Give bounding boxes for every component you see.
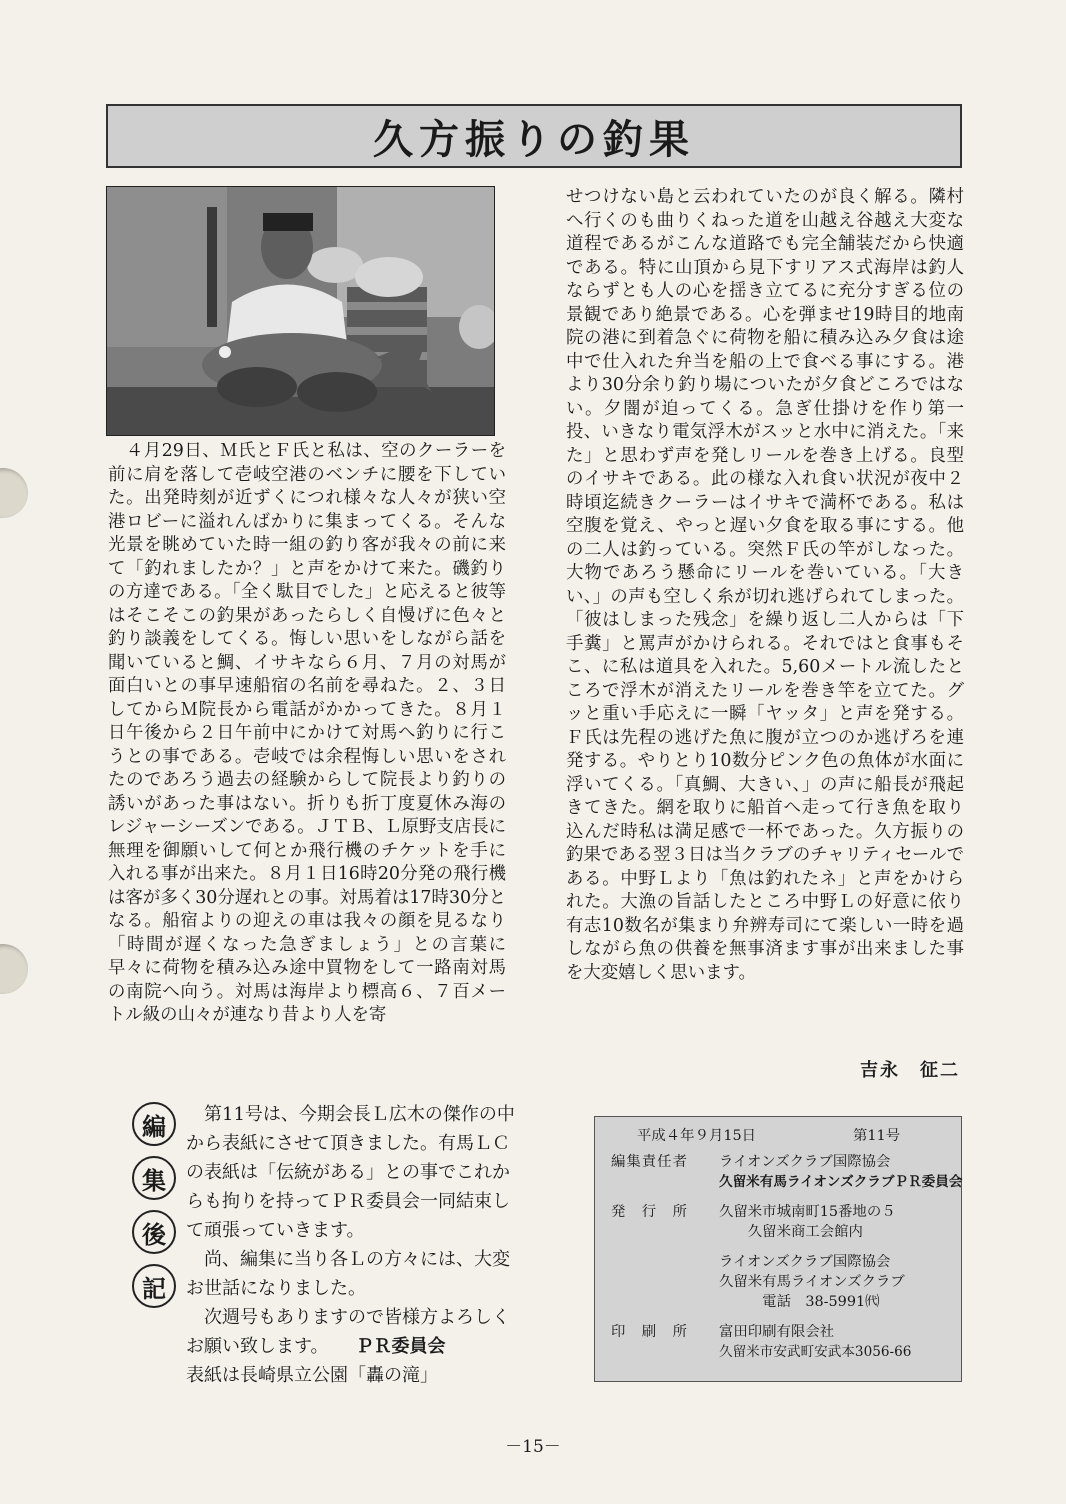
editor-label-char: 記 (132, 1264, 176, 1308)
colophon-box (594, 1116, 962, 1382)
colophon-label: 発 行 所 (611, 1204, 688, 1220)
article-author: 吉永 征二 (860, 1060, 960, 1081)
article-paragraph: ４月29日、Ｍ氏とＦ氏と私は、空のクーラーを前に肩を落して壱岐空港のベンチに腰を下していた。出発時刻が近ずくにつれ様々な人々が狭い空港ロビーに溢れんばかりに集まってくる。そんな光景を眺めていた時一組の釣り客が我々の前に来て「釣れましたか？」と声をかけて来た。磯釣りの方達である。「全く駄目でした」と応えると彼等はそこそこの釣果があったらしく自慢げに色々と釣り談義をしてくる。悔しい思いをしながら話を聞いていると鯛、イサキなら６月、７月の対馬が面白いとの事早速船宿の名前を尋ねた。２、３日してからＭ院長から電話がかかってきた。８月１日午後から２日午前中にかけて対馬へ釣りに行こうとの事である。壱岐では余程悔しい思いをされたのであろう過去の経験からして院長より釣りの誘いがあった事はない。折りも折丁度夏休み海のレジャーシーズンである。ＪＴＢ、Ｌ原野支店長に無理を御願いして何とか飛行機のチケットを手に入れる事が出来た。８月１日16時20分発の飛行機は客が多く30分遅れとの事。対馬着は17時30分となる。船宿よりの迎えの車は我々の顔を見るなり「時間が遅くなった急ぎましょう」との言葉に早々に荷物を積み込み途中買物をして一路南対馬の南院へ向う。対馬は海岸より標高６、７百メートル級の山々が連なり昔より人を寄 (108, 441, 506, 1025)
binder-hole (0, 944, 28, 994)
colophon-label: 印 刷 所 (611, 1324, 688, 1340)
colophon-label: 編集責任者 (611, 1154, 688, 1170)
colophon-value: ライオンズクラブ国際協会 (719, 1154, 891, 1170)
colophon-value: 久留米商工会館内 (719, 1224, 863, 1240)
editor-note-label (132, 1102, 178, 1318)
colophon-value: 久留米有馬ライオンズクラブＰＲ委員会 (719, 1174, 963, 1190)
article-title: 久方振りの釣果 (373, 115, 695, 163)
article-left-column (108, 440, 506, 1028)
editor-note (186, 1100, 516, 1390)
article-title-box (106, 104, 962, 168)
fishing-photo (106, 186, 495, 436)
colophon-value: 久留米有馬ライオンズクラブ (719, 1274, 905, 1290)
editor-paragraph: 尚、編集に当り各Ｌの方々には、大変お世話になりました。 (186, 1249, 510, 1299)
article-right-column (566, 186, 964, 985)
colophon-issue: 第11号 (853, 1128, 901, 1144)
colophon-value: 富田印刷有限会社 (719, 1324, 835, 1340)
editor-label-char: 編 (132, 1102, 176, 1146)
editor-paragraph (186, 1303, 516, 1361)
editor-paragraph: 表紙は長崎県立公園「轟の滝」 (186, 1365, 438, 1386)
colophon-value: 久留米市安武町安武本3056-66 (719, 1344, 912, 1360)
article-paragraph: せつけない島と云われていたのが良く解る。隣村へ行くのも曲りくねった道を山越え谷越え大変な道程であるがこんな道路でも完全舗装だから快適である。特に山頂から見下すリアス式海岸は釣人ならずとも人の心を揺き立てるに充分すぎる位の景観であり絶景である。心を弾ませ19時目的地南院の港に到着急ぐに荷物を船に積み込み夕食は途中で仕入れた弁当を船の上で食べる事にする。港より30分余り釣り場についたが夕食どころではない。夕闇が迫ってくる。急ぎ仕掛けを作り第一投、いきなり電気浮木がスッと水中に消えた。「来た」と思わず声を発しリールを巻き上げる。良型のイサキである。此の様な入れ食い状況が夜中２時頃迄続きクーラーはイサキで満杯である。私は空腹を覚え、やっと遅い夕食を取る事にする。他の二人は釣っている。突然Ｆ氏の竿がしなった。大物であろう懸命にリールを巻いている。「大きい、」の声も空しく糸が切れ逃げられてしまった。「彼はしまった残念」を繰り返し二人からは「下手糞」と罵声がかけられる。それではと食事もそこ、に私は道具を入れた。5,60メートル流したところで浮木が消えたリールを巻き竿を立てた。グッと重い手応えに一瞬「ヤッタ」と声を発する。Ｆ氏は先程の逃げた魚に腹が立つのか逃げろを連発する。やりとり10数分ピンク色の魚体が水面に浮いてくる。「真鯛、大きい、」の声に船長が飛起きてきた。網を取りに船首へ走って行き魚を取り込んだ時私は満足感で一杯であった。久方振りの釣果である翌３日は当クラブのチャリティセールである。中野Ｌより「魚は釣れたネ」と声をかけられた。大漁の旨話したところ中野Ｌの好意に依り有志10数名が集まり弁辨寿司にて楽しい一時を過しながら魚の供養を無事済ます事が出来ました事を大変嬉しく思います。 (566, 187, 964, 983)
colophon-value: 電話 38-5991㈹ (719, 1294, 880, 1310)
photo-illustration (107, 187, 494, 435)
colophon-date: 平成４年９月15日 (637, 1128, 757, 1144)
binder-hole (0, 468, 28, 518)
editor-paragraph: 第11号は、今期会長Ｌ広木の傑作の中から表紙にさせて頂きました。有馬ＬＣの表紙は「伝統がある」との事でこれからも拘りを持ってＰＲ委員会一同結束して頑張っていきます。 (186, 1104, 515, 1241)
editor-paragraph-text: 次週号もありますので皆様方よろしくお願い致します。 (186, 1307, 510, 1357)
colophon-value: ライオンズクラブ国際協会 (719, 1254, 891, 1270)
page-number: －15－ (505, 1437, 561, 1457)
editor-label-char: 集 (132, 1156, 176, 1200)
editor-signature: ＰＲ委員会 (355, 1336, 446, 1357)
colophon-value: 久留米市城南町15番地の５ (719, 1204, 896, 1220)
editor-label-char: 後 (132, 1210, 176, 1254)
